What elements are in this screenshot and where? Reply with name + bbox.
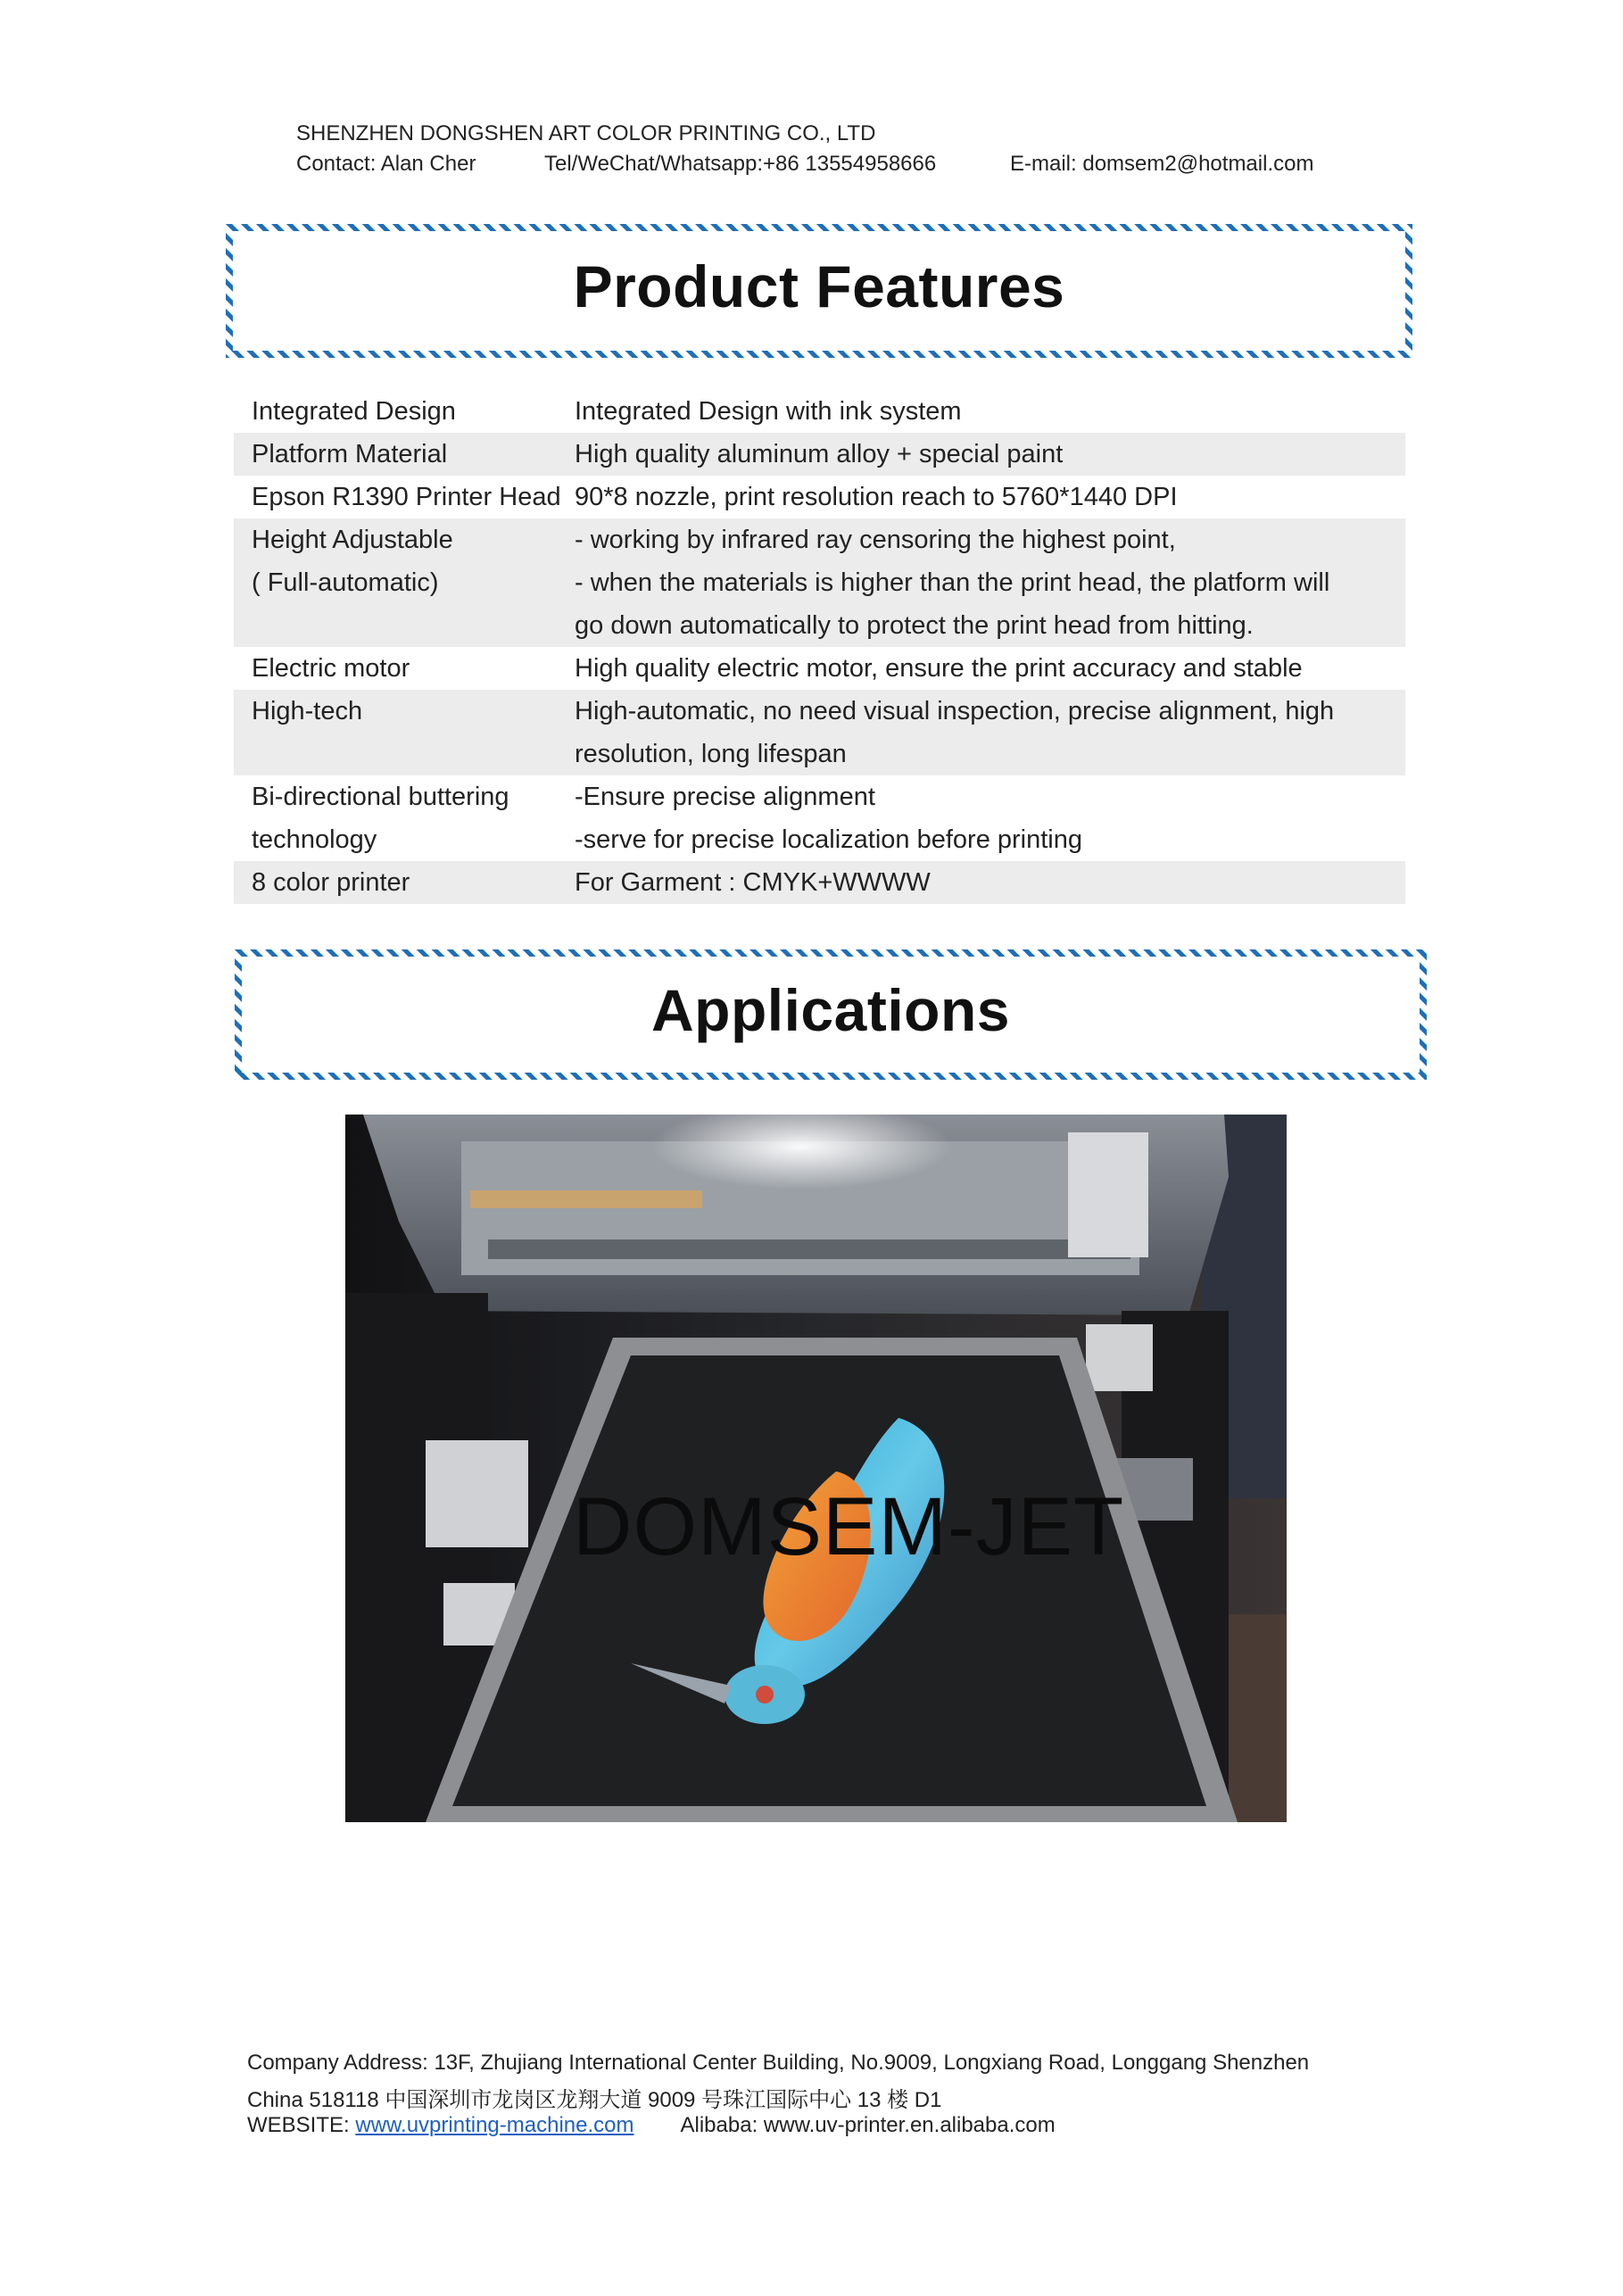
feature-value-line: go down automatically to protect the print head from hitting. [575,611,1254,640]
feature-row [234,690,1405,775]
feature-row [234,390,1405,433]
feature-value-line: For Garment : CMYK+WWWW [575,868,931,897]
feature-row [234,647,1405,690]
footer-links [247,2113,1056,2138]
feature-value [575,775,1405,861]
watermark: DOMSEM-JET [573,1481,1125,1572]
feature-row [234,861,1405,904]
feature-value [575,647,1405,690]
feature-value-line: -Ensure precise alignment [575,783,875,811]
footer-address-1: Company Address: 13F, Zhujiang International Center Building, No.9009, Longxiang Road, Longgang Shenzhen [247,2051,1310,2075]
contact-email: E-mail: domsem2@hotmail.com [1010,152,1314,176]
feature-value [575,861,1405,904]
feature-name-line: High-tech [252,697,363,725]
printer-illustration [345,1115,1287,1822]
feature-name [234,690,575,775]
printer-photo [345,1115,1287,1822]
feature-name-line: Bi-directional buttering [252,783,509,811]
feature-name-line: Electric motor [252,654,410,683]
feature-value-line: - working by infrared ray censoring the highest point, [575,526,1176,554]
feature-name [234,390,575,433]
applications-title: Applications [650,977,1011,1043]
feature-name-line: ( Full-automatic) [252,568,439,597]
footer-address-2: China 518118 中国深圳市龙岗区龙翔大道 9009 号珠江国际中心 13 楼 D1 [247,2088,942,2112]
feature-value [575,476,1405,518]
feature-value-line: -serve for precise localization before printing [575,825,1082,854]
feature-value [575,390,1405,433]
feature-value-line: - when the materials is higher than the print head, the platform will [575,568,1330,597]
feature-value-line: High quality electric motor, ensure the print accuracy and stable [575,654,1303,683]
feature-name-line: technology [252,825,377,854]
feature-name [234,433,575,476]
feature-value-line: Integrated Design with ink system [575,397,962,426]
website-label: WEBSITE: [247,2113,356,2137]
features-table [234,390,1405,904]
feature-value [575,433,1405,476]
feature-name [234,518,575,647]
feature-name-line: 8 color printer [252,868,410,897]
applications-banner [235,949,1427,1080]
feature-name-line: Height Adjustable [252,526,453,554]
features-title: Product Features [573,253,1065,319]
feature-value-line: 90*8 nozzle, print resolution reach to 5760*1440 DPI [575,483,1178,511]
feature-value-line: High-automatic, no need visual inspection, precise alignment, high [575,697,1335,725]
feature-row [234,433,1405,476]
feature-value-line: High quality aluminum alloy + special paint [575,440,1064,468]
feature-name [234,775,575,861]
feature-row [234,518,1405,647]
website-link[interactable]: www.uvprinting-machine.com [355,2113,634,2137]
feature-row [234,476,1405,518]
feature-value-line: resolution, long lifespan [575,740,847,768]
feature-name [234,647,575,690]
feature-value [575,518,1405,647]
features-banner [226,224,1412,358]
feature-row [234,775,1405,861]
feature-name [234,476,575,518]
contact-name: Contact: Alan Cher [296,152,476,176]
feature-name-line: Epson R1390 Printer Head [252,483,561,511]
feature-name [234,861,575,904]
feature-name-line: Platform Material [252,440,448,468]
company-name: SHENZHEN DONGSHEN ART COLOR PRINTING CO., LTD [296,121,876,145]
feature-value [575,690,1405,775]
contact-phone: Tel/WeChat/Whatsapp:+86 13554958666 [544,152,937,176]
alibaba-text: Alibaba: www.uv-printer.en.alibaba.com [680,2113,1056,2137]
feature-name-line: Integrated Design [252,397,456,426]
